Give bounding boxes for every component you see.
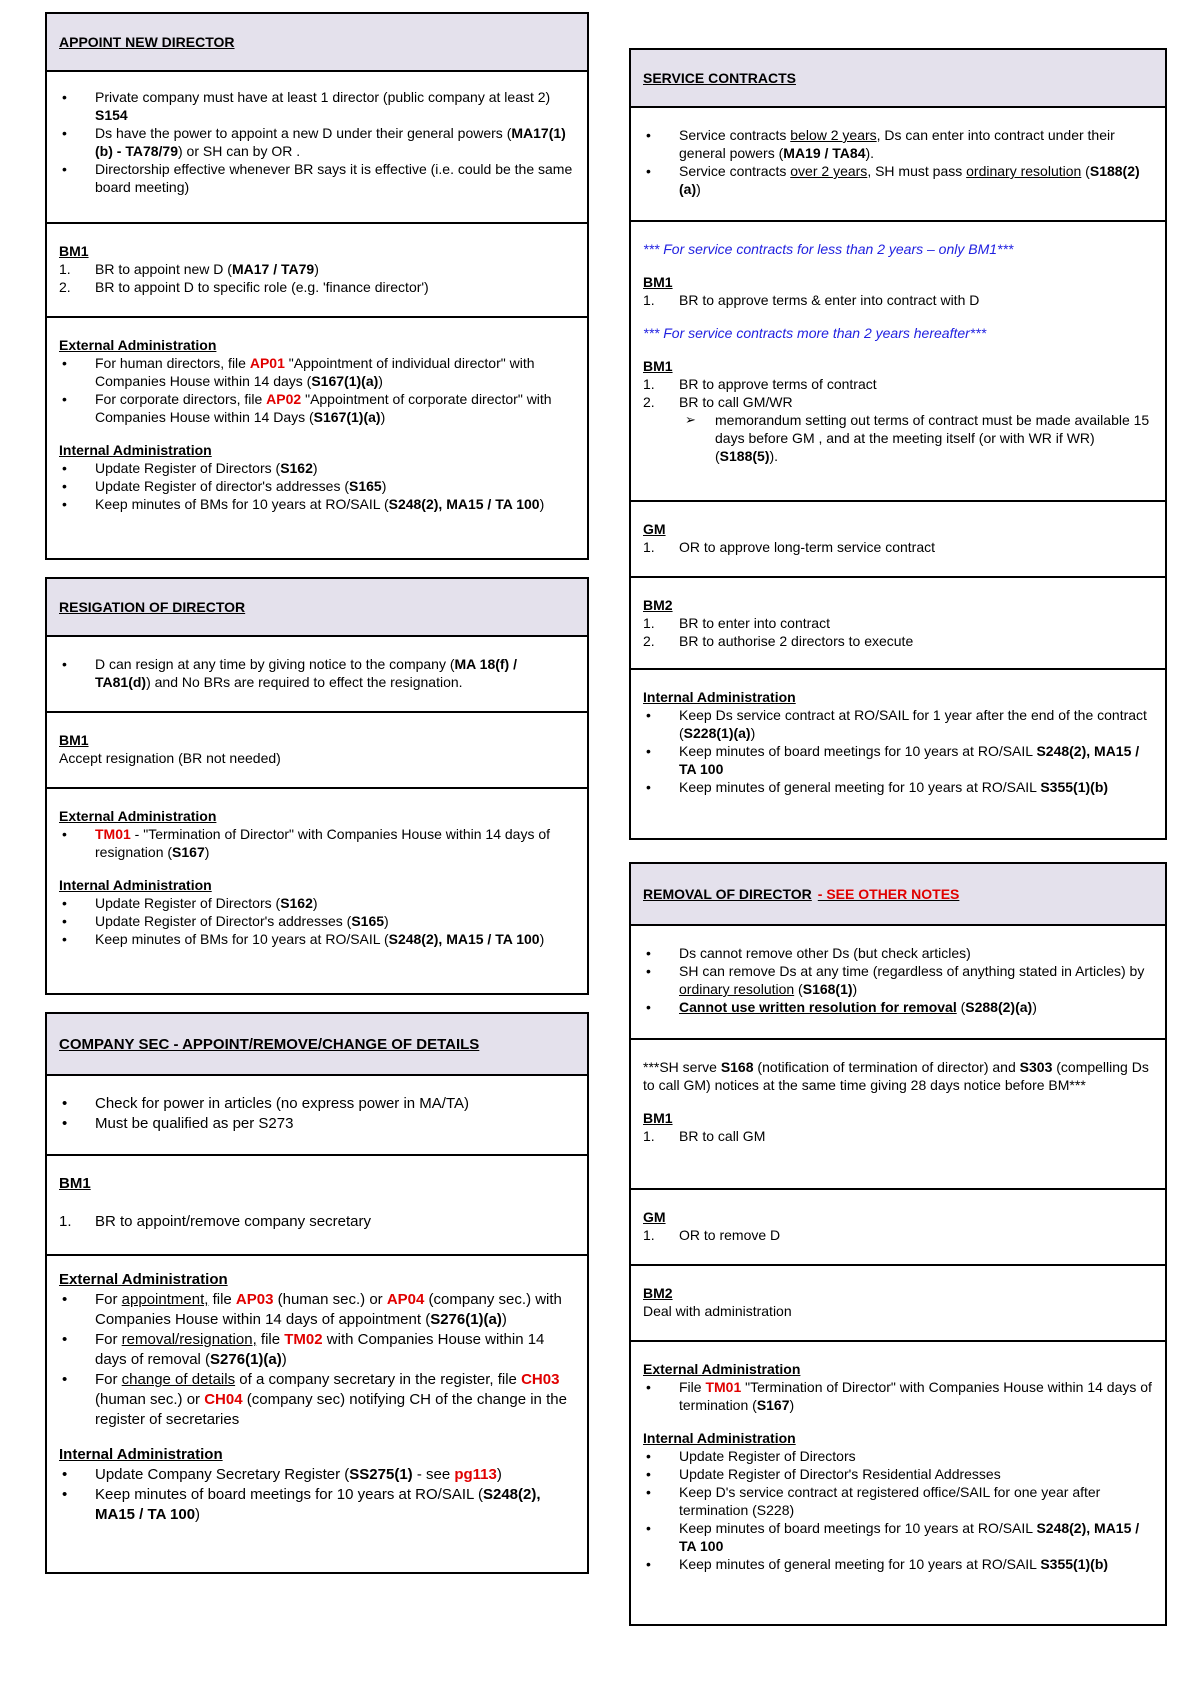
service-int-label: Internal Administration (643, 689, 796, 705)
cosec-intro-2: • Must be qualified as per S273 (59, 1114, 575, 1134)
removal-int-2: • Update Register of Director's Residential Addresses (643, 1465, 1153, 1483)
appoint-admin-section (47, 318, 587, 521)
cosec-ext-1: • For appointment, file AP03 (human sec.) or AP04 (company sec.) with Companies House within 14 days of appointment (S276(1)(a)) (59, 1290, 575, 1330)
service-contracts-box (629, 48, 1167, 840)
service-bm1b-item-2: BR to call GM/WR (679, 394, 793, 410)
resign-bm1-label: BM1 (59, 732, 89, 748)
appoint-ext-2: • For corporate directors, file AP02 "Appointment of corporate director" with Companies House within 14 Days (S167(1)(a)) (59, 390, 575, 426)
removal-bm1-item-1: BR to call GM (679, 1128, 766, 1144)
removal-intro-1: • Ds cannot remove other Ds (but check articles) (643, 944, 1153, 962)
service-bm1a-label: BM1 (643, 274, 673, 290)
removal-intro-2: • SH can remove Ds at any time (regardless of anything stated in Articles) by ordinary resolution (S168(1)) (643, 962, 1153, 998)
removal-int-3: • Keep D's service contract at registered office/SAIL for one year after termination (S228) (643, 1483, 1153, 1519)
service-bm2-item-1: BR to enter into contract (679, 615, 830, 631)
resign-int-3: • Keep minutes of BMs for 10 years at RO/SAIL (S248(2), MA15 / TA 100) (59, 930, 575, 948)
appoint-intro-1: • Private company must have at least 1 director (public company at least 2) S154 (59, 88, 575, 124)
removal-director-title: REMOVAL OF DIRECTOR - SEE OTHER NOTES (631, 864, 1165, 926)
cosec-bm1-label: BM1 (59, 1175, 91, 1192)
resign-intro-1: • D can resign at any time by giving notice to the company (MA 18(f) / TA81(d)) and No BRs are required to effect the resignation. (59, 655, 575, 691)
resign-admin-section (47, 789, 587, 956)
service-gm-item-1: OR to approve long-term service contract (679, 539, 935, 555)
see-other-notes: - SEE OTHER NOTES (817, 886, 960, 902)
company-sec-title: COMPANY SEC - APPOINT/REMOVE/CHANGE OF DETAILS (47, 1014, 587, 1076)
cosec-int-2: • Keep minutes of board meetings for 10 years at RO/SAIL (S248(2), MA15 / TA 100) (59, 1485, 575, 1525)
appoint-int-label: Internal Administration (59, 442, 212, 458)
appoint-bm1-section (47, 224, 587, 318)
resign-intro-section (47, 637, 587, 713)
service-contracts-title: SERVICE CONTRACTS (631, 50, 1165, 108)
removal-bm2-text: Deal with administration (643, 1303, 792, 1319)
removal-bm2-section (631, 1266, 1165, 1342)
service-intro-section (631, 108, 1165, 222)
service-bm1b-sub: ➢ memorandum setting out terms of contract must be made available 15 days before GM , and at the meeting itself (or with WR if WR) (S188(5)). (643, 411, 1153, 465)
appoint-bm1-item-2: BR to appoint D to specific role (e.g. 'finance director') (95, 279, 429, 295)
removal-ext-1: • File TM01 "Termination of Director" with Companies House within 14 days of termination (S167) (643, 1378, 1153, 1414)
appoint-int-3: • Keep minutes of BMs for 10 years at RO/SAIL (S248(2), MA15 / TA 100) (59, 495, 575, 513)
removal-bm1-section (631, 1040, 1165, 1190)
removal-intro-3: • Cannot use written resolution for removal (S288(2)(a)) (643, 998, 1153, 1016)
resign-bm1-text: Accept resignation (BR not needed) (59, 750, 281, 766)
appoint-int-1: • Update Register of Directors (S162) (59, 459, 575, 477)
appoint-ext-label: External Administration (59, 337, 217, 353)
cosec-bm1-item-1: BR to appoint/remove company secretary (95, 1213, 371, 1230)
service-int-section (631, 670, 1165, 804)
appoint-bm1-item-1: BR to appoint new D (MA17 / TA79) (95, 261, 319, 277)
removal-gm-item-1: OR to remove D (679, 1227, 781, 1243)
resignation-title: RESIGATION OF DIRECTOR (47, 579, 587, 637)
cosec-bm1-section (47, 1156, 587, 1256)
removal-ext-label: External Administration (643, 1361, 801, 1377)
removal-int-5: • Keep minutes of general meeting for 10 years at RO/SAIL S355(1)(b) (643, 1555, 1153, 1573)
resign-ext-label: External Administration (59, 808, 217, 824)
removal-bm2-label: BM2 (643, 1285, 673, 1301)
appoint-int-2: • Update Register of director's addresses (S165) (59, 477, 575, 495)
service-bm1b-item-1: BR to approve terms of contract (679, 376, 877, 392)
removal-admin-section (631, 1342, 1165, 1581)
service-bm1b-label: BM1 (643, 358, 673, 374)
service-gm-section (631, 502, 1165, 578)
appoint-director-box (45, 12, 589, 560)
removal-gm-section (631, 1190, 1165, 1266)
cosec-admin-section (47, 1256, 587, 1533)
cosec-ext-2: • For removal/resignation, file TM02 with Companies House within 14 days of removal (S276(1)(a)) (59, 1330, 575, 1370)
service-note-long: *** For service contracts more than 2 years hereafter*** (643, 325, 987, 341)
service-bm2-section (631, 578, 1165, 670)
service-int-1: • Keep Ds service contract at RO/SAIL for 1 year after the end of the contract (S228(1)(a)) (643, 706, 1153, 742)
resign-int-2: • Update Register of Director's addresses (S165) (59, 912, 575, 930)
cosec-int-1: • Update Company Secretary Register (SS275(1) - see pg113) (59, 1465, 575, 1485)
appoint-bm1-label: BM1 (59, 243, 89, 259)
appoint-director-title: APPOINT NEW DIRECTOR (47, 14, 587, 72)
service-intro-2: • Service contracts over 2 years, SH must pass ordinary resolution (S188(2)(a)) (643, 162, 1153, 198)
service-int-2: • Keep minutes of board meetings for 10 years at RO/SAIL S248(2), MA15 / TA 100 (643, 742, 1153, 778)
appoint-ext-1: • For human directors, file AP01 "Appointment of individual director" with Companies House within 14 days (S167(1)(a)) (59, 354, 575, 390)
resign-bm1-section (47, 713, 587, 789)
cosec-intro-section (47, 1076, 587, 1156)
resignation-box (45, 577, 589, 995)
resign-ext-1: • TM01 - "Termination of Director" with Companies House within 14 days of resignation (S167) (59, 825, 575, 861)
appoint-intro-section (47, 72, 587, 224)
service-bm2-label: BM2 (643, 597, 673, 613)
removal-int-1: • Update Register of Directors (643, 1447, 1153, 1465)
removal-bm1-label: BM1 (643, 1110, 673, 1126)
cosec-ext-label: External Administration (59, 1271, 228, 1288)
service-bm1-section (631, 222, 1165, 502)
appoint-intro-3: • Directorship effective whenever BR says it is effective (i.e. could be the same board meeting) (59, 160, 575, 196)
removal-intro-section (631, 926, 1165, 1040)
cosec-int-label: Internal Administration (59, 1446, 223, 1463)
cosec-intro-1: • Check for power in articles (no express power in MA/TA) (59, 1094, 575, 1114)
cosec-ext-3: • For change of details of a company secretary in the register, file CH03 (human sec.) or CH04 (company sec) notifying CH of the change in the register of secretaries (59, 1370, 575, 1430)
service-intro-1: • Service contracts below 2 years, Ds can enter into contract under their general powers (MA19 / TA84). (643, 126, 1153, 162)
service-bm2-item-2: BR to authorise 2 directors to execute (679, 633, 914, 649)
service-gm-label: GM (643, 521, 666, 537)
resign-int-label: Internal Administration (59, 877, 212, 893)
service-int-3: • Keep minutes of general meeting for 10 years at RO/SAIL S355(1)(b) (643, 778, 1153, 796)
removal-director-box (629, 862, 1167, 1626)
service-note-short: *** For service contracts for less than 2 years – only BM1*** (643, 241, 1014, 257)
removal-int-4: • Keep minutes of board meetings for 10 years at RO/SAIL S248(2), MA15 / TA 100 (643, 1519, 1153, 1555)
company-sec-box (45, 1012, 589, 1574)
removal-note: ***SH serve S168 (notification of termination of director) and S303 (compelling Ds to call GM) notices at the same time giving 28 days notice before BM*** (643, 1059, 1149, 1093)
appoint-intro-2: • Ds have the power to appoint a new D under their general powers (MA17(1)(b) - TA78/79) or SH can by OR . (59, 124, 575, 160)
resign-int-1: • Update Register of Directors (S162) (59, 894, 575, 912)
service-bm1a-item-1: BR to approve terms & enter into contract with D (679, 292, 980, 308)
removal-gm-label: GM (643, 1209, 666, 1225)
removal-int-label: Internal Administration (643, 1430, 796, 1446)
